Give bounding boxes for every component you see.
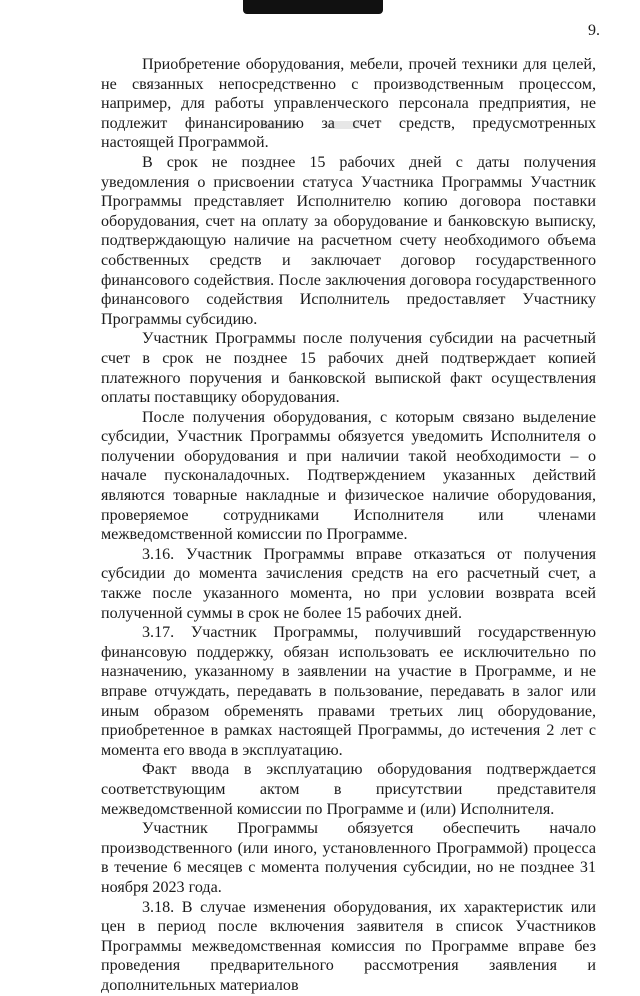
paragraph-production-start: Участник Программы обязуется обеспечить начало производственного (или иного, установленного Программой) процесса в течение 6 месяцев с момента получения субсидии, но не позднее 31 ноября 2023 года.	[101, 820, 596, 896]
paragraph-documents-deadline: В срок не позднее 15 рабочих дней с даты получения уведомления о присвоении статуса Участника Программы Участник Программы представляет Исполнителю копию договора поставки оборудования, счет на оплату за оборудование и банковскую выписку, подтверждающую наличие на расчетном счету необходимого объема собственных средств и заключает договор государственного финансового содействия. После заключения договора государственного финансового содействия Исполнитель предоставляет Участнику Программы субсидию.	[101, 153, 596, 328]
page-number: 9.	[588, 22, 600, 39]
document-body	[101, 55, 596, 996]
clause-3-16: 3.16. Участник Программы вправе отказаться от получения субсидии до момента зачисления средств на его расчетный счет, а также после указанного момента, но при условии возврата всей полученной суммы в срок не более 15 рабочих дней.	[101, 545, 596, 622]
paragraph-equipment-restriction: Приобретение оборудования, мебели, прочей техники для целей, не связанных непосредственно с производственным процессом, например, для работы управленческого персонала предприятия, не подлежит финансированию за счет средств, предусмотренных настоящей Программой.	[101, 56, 596, 152]
paragraph-commissioning: Факт ввода в эксплуатацию оборудования подтверждается соответствующим актом в присутствии представителя межведомственной комиссии по Программе и (или) Исполнителя.	[101, 761, 596, 818]
paragraph-equipment-receipt: После получения оборудования, с которым связано выделение субсидии, Участник Программы обязуется уведомить Исполнителя о получении оборудования и при наличии такой необходимости – о начале пусконаладочных. Подтверждением указанных действий являются товарные накладные и физическое наличие оборудования, проверяемое сотрудниками Исполнителя или членами межведомственной комиссии по Программе.	[101, 408, 596, 544]
paragraph-payment-confirmation: Участник Программы после получения субсидии на расчетный счет в срок не позднее 15 рабочих дней подтверждает копией платежного поручения и банковской выпиской факт осуществления оплаты поставщику оборудования.	[101, 330, 596, 407]
clause-3-18: 3.18. В случае изменения оборудования, их характеристик или цен в период после включения заявителя в список Участников Программы межведомственная комиссия по Программе вправе без проведения предварительного рассмотрения заявления и дополнительных материалов	[101, 898, 596, 994]
clause-3-17: 3.17. Участник Программы, получивший государственную финансовую поддержку, обязан использовать ее исключительно по назначению, указанному в заявлении на участие в Программе, и не вправе отчуждать, передавать в пользование, передавать в залог или иным образом обременять правами третьих лиц оборудование, приобретенное в рамках настоящей Программы, до истечения 2 лет с момента его ввода в эксплуатацию.	[101, 624, 596, 759]
redacted-header-mark	[243, 0, 383, 14]
